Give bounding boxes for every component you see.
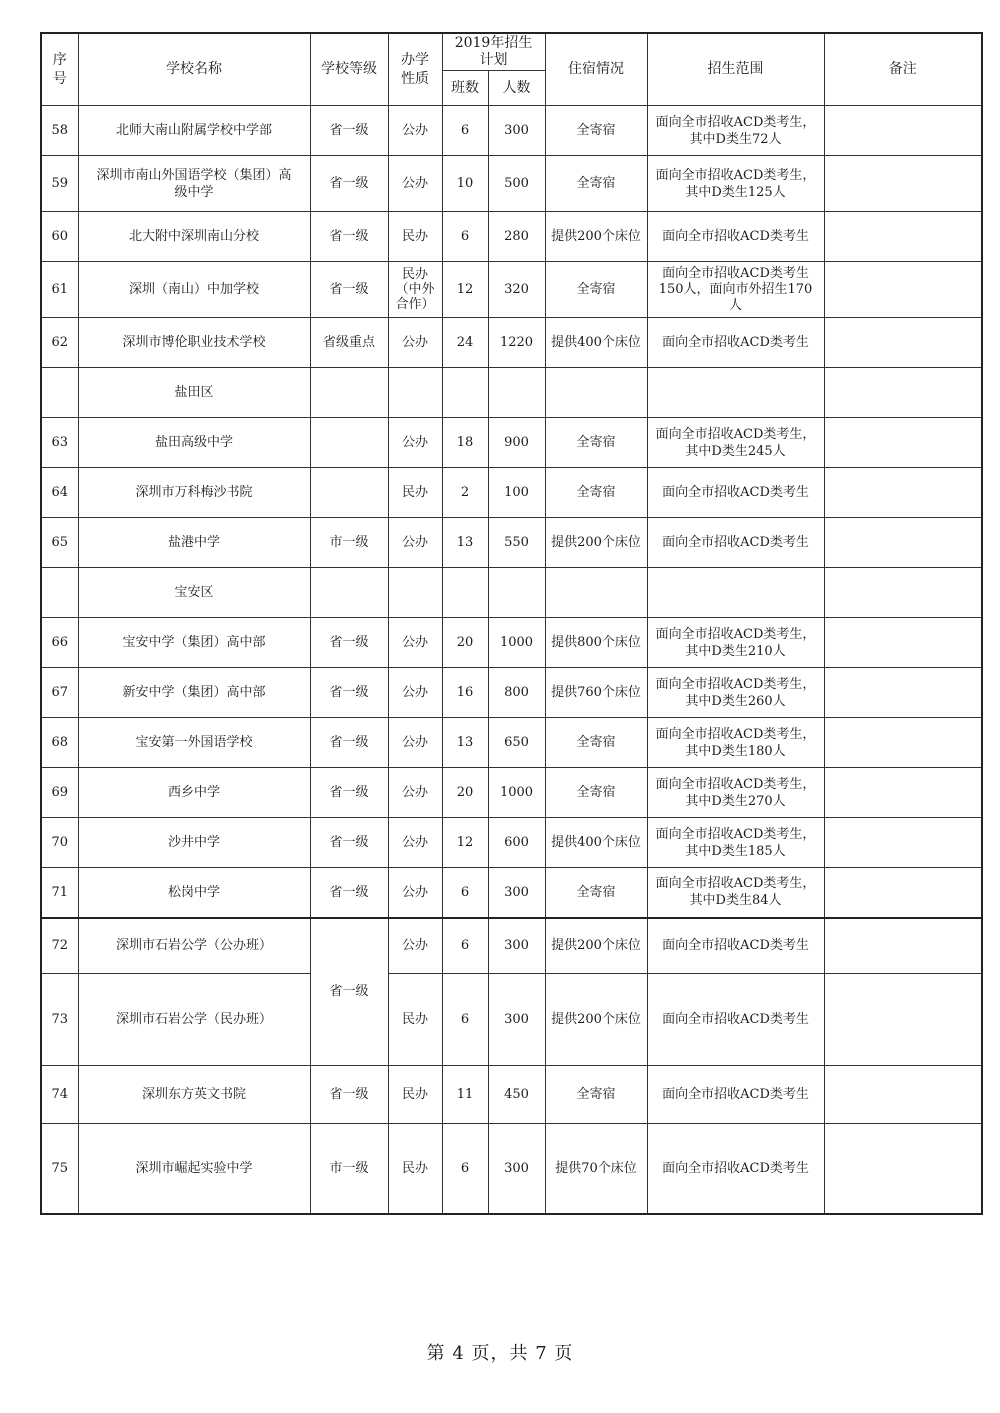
table-row [41, 156, 982, 212]
cell-classes: 6 [442, 1124, 488, 1214]
cell-nature: 公办 [388, 618, 442, 668]
table-row [41, 318, 982, 368]
cell-school-name: 深圳市崛起实验中学 [78, 1124, 310, 1214]
cell-school-name: 西乡中学 [78, 768, 310, 818]
cell-scope: 面向全市招收ACD类考生 [647, 974, 824, 1066]
cell-school-name: 松岗中学 [78, 868, 310, 918]
cell-notes [824, 1066, 982, 1124]
cell-notes [824, 318, 982, 368]
table-row [41, 262, 982, 318]
cell-boarding: 提供400个床位 [545, 318, 647, 368]
table-row [41, 618, 982, 668]
cell-students: 1220 [488, 318, 545, 368]
cell-seq: 75 [41, 1124, 78, 1214]
section-title-baoan: 宝安区 [78, 568, 310, 618]
cell-empty [545, 368, 647, 418]
cell-students: 600 [488, 818, 545, 868]
cell-students: 280 [488, 212, 545, 262]
cell-notes [824, 262, 982, 318]
cell-scope: 面向全市招收ACD类考生 [647, 468, 824, 518]
header-notes: 备注 [824, 33, 982, 106]
cell-nature: 民办 [388, 1124, 442, 1214]
table-row [41, 974, 982, 1066]
cell-empty [647, 368, 824, 418]
table-row [41, 718, 982, 768]
cell-seq: 67 [41, 668, 78, 718]
cell-notes [824, 156, 982, 212]
admission-table-sheet [40, 32, 981, 1215]
header-scope: 招生范围 [647, 33, 824, 106]
cell-grade: 省一级 [310, 212, 388, 262]
cell-students: 300 [488, 106, 545, 156]
cell-classes: 6 [442, 974, 488, 1066]
cell-classes: 10 [442, 156, 488, 212]
cell-grade: 省一级 [310, 156, 388, 212]
cell-school-name: 宝安第一外国语学校 [78, 718, 310, 768]
cell-students: 500 [488, 156, 545, 212]
cell-scope: 面向全市招收ACD类考生 [647, 212, 824, 262]
table-row [41, 918, 982, 974]
cell-grade: 省一级 [310, 618, 388, 668]
cell-boarding: 全寄宿 [545, 718, 647, 768]
cell-scope: 面向全市招收ACD类考生， 其中D类生245人 [647, 418, 824, 468]
cell-students: 900 [488, 418, 545, 468]
cell-empty [388, 568, 442, 618]
cell-scope: 面向全市招收ACD类考生 [647, 1124, 824, 1214]
cell-classes: 13 [442, 518, 488, 568]
section-title-yantian: 盐田区 [78, 368, 310, 418]
cell-nature: 公办 [388, 106, 442, 156]
cell-students: 450 [488, 1066, 545, 1124]
cell-empty [41, 568, 78, 618]
table-row [41, 1124, 982, 1214]
cell-classes: 6 [442, 212, 488, 262]
cell-empty [488, 368, 545, 418]
cell-nature: 公办 [388, 868, 442, 918]
cell-classes: 11 [442, 1066, 488, 1124]
cell-boarding: 提供760个床位 [545, 668, 647, 718]
cell-school-name: 盐田高级中学 [78, 418, 310, 468]
cell-seq: 60 [41, 212, 78, 262]
cell-school-name: 新安中学（集团）高中部 [78, 668, 310, 718]
cell-nature: 公办 [388, 918, 442, 974]
cell-grade [310, 418, 388, 468]
cell-grade: 省一级 [310, 818, 388, 868]
section-row-baoan [41, 568, 982, 618]
cell-seq: 61 [41, 262, 78, 318]
table-row [41, 1066, 982, 1124]
cell-school-name: 深圳市博伦职业技术学校 [78, 318, 310, 368]
cell-scope: 面向全市招收ACD类考生 [647, 318, 824, 368]
header-seq: 序 号 [41, 33, 78, 106]
cell-scope: 面向全市招收ACD类考生， 其中D类生270人 [647, 768, 824, 818]
cell-empty [824, 368, 982, 418]
table-row [41, 468, 982, 518]
cell-seq: 64 [41, 468, 78, 518]
cell-grade: 省一级 [310, 1066, 388, 1124]
cell-nature: 民办 （中外 合作） [388, 262, 442, 318]
cell-seq: 59 [41, 156, 78, 212]
table-row [41, 768, 982, 818]
cell-seq: 58 [41, 106, 78, 156]
cell-notes [824, 974, 982, 1066]
cell-nature: 公办 [388, 518, 442, 568]
cell-nature: 民办 [388, 974, 442, 1066]
cell-empty [442, 568, 488, 618]
cell-notes [824, 468, 982, 518]
cell-seq: 74 [41, 1066, 78, 1124]
cell-students: 300 [488, 868, 545, 918]
cell-seq: 73 [41, 974, 78, 1066]
cell-boarding: 提供200个床位 [545, 518, 647, 568]
header-school-grade: 学校等级 [310, 33, 388, 106]
cell-students: 300 [488, 974, 545, 1066]
cell-boarding: 提供800个床位 [545, 618, 647, 668]
cell-boarding: 提供200个床位 [545, 974, 647, 1066]
cell-scope: 面向全市招收ACD类考生， 其中D类生185人 [647, 818, 824, 868]
cell-boarding: 提供200个床位 [545, 212, 647, 262]
cell-empty [647, 568, 824, 618]
cell-classes: 12 [442, 262, 488, 318]
cell-students: 300 [488, 1124, 545, 1214]
cell-students: 550 [488, 518, 545, 568]
cell-seq: 71 [41, 868, 78, 918]
cell-nature: 民办 [388, 468, 442, 518]
cell-classes: 20 [442, 768, 488, 818]
cell-seq: 72 [41, 918, 78, 974]
cell-grade: 省一级 [310, 718, 388, 768]
header-classes: 班数 [442, 71, 488, 106]
cell-scope: 面向全市招收ACD类考生 150人，面向市外招生170 人 [647, 262, 824, 318]
cell-seq: 62 [41, 318, 78, 368]
cell-nature: 民办 [388, 212, 442, 262]
cell-boarding: 全寄宿 [545, 418, 647, 468]
cell-nature: 公办 [388, 418, 442, 468]
cell-boarding: 全寄宿 [545, 468, 647, 518]
cell-students: 300 [488, 918, 545, 974]
cell-nature: 民办 [388, 1066, 442, 1124]
cell-school-name: 北大附中深圳南山分校 [78, 212, 310, 262]
cell-seq: 63 [41, 418, 78, 468]
cell-scope: 面向全市招收ACD类考生， 其中D类生72人 [647, 106, 824, 156]
cell-school-name: 北师大南山附属学校中学部 [78, 106, 310, 156]
cell-classes: 6 [442, 106, 488, 156]
cell-scope: 面向全市招收ACD类考生， 其中D类生125人 [647, 156, 824, 212]
page-number: 第 4 页，共 7 页 [426, 1343, 574, 1364]
cell-students: 100 [488, 468, 545, 518]
cell-empty [310, 568, 388, 618]
cell-nature: 公办 [388, 156, 442, 212]
cell-school-name: 深圳（南山）中加学校 [78, 262, 310, 318]
cell-grade: 市一级 [310, 518, 388, 568]
cell-nature: 公办 [388, 718, 442, 768]
cell-school-name: 深圳市石岩公学（民办班） [78, 974, 310, 1066]
cell-empty [545, 568, 647, 618]
cell-classes: 18 [442, 418, 488, 468]
cell-school-name: 深圳东方英文书院 [78, 1066, 310, 1124]
cell-grade [310, 468, 388, 518]
cell-seq: 66 [41, 618, 78, 668]
section-row-yantian [41, 368, 982, 418]
table-row [41, 518, 982, 568]
cell-notes [824, 818, 982, 868]
table-row [41, 818, 982, 868]
cell-boarding: 全寄宿 [545, 1066, 647, 1124]
table-header-row [41, 33, 982, 71]
cell-school-name: 沙井中学 [78, 818, 310, 868]
cell-classes: 24 [442, 318, 488, 368]
cell-seq: 68 [41, 718, 78, 768]
cell-empty [488, 568, 545, 618]
cell-scope: 面向全市招收ACD类考生 [647, 918, 824, 974]
cell-notes [824, 768, 982, 818]
cell-notes [824, 868, 982, 918]
cell-nature: 公办 [388, 768, 442, 818]
cell-classes: 6 [442, 868, 488, 918]
cell-grade: 省一级 [310, 868, 388, 918]
cell-nature: 公办 [388, 818, 442, 868]
cell-students: 650 [488, 718, 545, 768]
cell-notes [824, 106, 982, 156]
cell-notes [824, 418, 982, 468]
cell-notes [824, 518, 982, 568]
cell-students: 800 [488, 668, 545, 718]
cell-grade: 省一级 [310, 668, 388, 718]
cell-empty [442, 368, 488, 418]
cell-classes: 2 [442, 468, 488, 518]
cell-empty [310, 368, 388, 418]
cell-grade: 市一级 [310, 1124, 388, 1214]
cell-students: 1000 [488, 618, 545, 668]
cell-boarding: 全寄宿 [545, 106, 647, 156]
header-school-name: 学校名称 [78, 33, 310, 106]
cell-scope: 面向全市招收ACD类考生 [647, 1066, 824, 1124]
cell-classes: 16 [442, 668, 488, 718]
cell-boarding: 全寄宿 [545, 868, 647, 918]
cell-notes [824, 718, 982, 768]
cell-grade-merged: 省一级 [310, 918, 388, 1066]
table-row [41, 106, 982, 156]
cell-notes [824, 668, 982, 718]
cell-boarding: 全寄宿 [545, 156, 647, 212]
cell-notes [824, 918, 982, 974]
cell-notes [824, 212, 982, 262]
cell-seq: 70 [41, 818, 78, 868]
cell-scope: 面向全市招收ACD类考生， 其中D类生180人 [647, 718, 824, 768]
cell-seq: 65 [41, 518, 78, 568]
cell-empty [388, 368, 442, 418]
cell-boarding: 全寄宿 [545, 262, 647, 318]
cell-notes [824, 1124, 982, 1214]
header-nature: 办学 性质 [388, 33, 442, 106]
cell-grade: 省一级 [310, 768, 388, 818]
cell-boarding: 全寄宿 [545, 768, 647, 818]
cell-scope: 面向全市招收ACD类考生， 其中D类生84人 [647, 868, 824, 918]
table-row [41, 868, 982, 918]
cell-boarding: 提供400个床位 [545, 818, 647, 868]
cell-grade: 省级重点 [310, 318, 388, 368]
table-row [41, 418, 982, 468]
cell-empty [41, 368, 78, 418]
cell-boarding: 提供70个床位 [545, 1124, 647, 1214]
cell-boarding: 提供200个床位 [545, 918, 647, 974]
cell-seq: 69 [41, 768, 78, 818]
cell-school-name: 宝安中学（集团）高中部 [78, 618, 310, 668]
cell-scope: 面向全市招收ACD类考生， 其中D类生210人 [647, 618, 824, 668]
header-students: 人数 [488, 71, 545, 106]
cell-nature: 公办 [388, 318, 442, 368]
cell-school-name: 深圳市万科梅沙书院 [78, 468, 310, 518]
cell-classes: 13 [442, 718, 488, 768]
cell-grade: 省一级 [310, 106, 388, 156]
cell-scope: 面向全市招收ACD类考生， 其中D类生260人 [647, 668, 824, 718]
cell-nature: 公办 [388, 668, 442, 718]
admission-plan-table [40, 32, 983, 1215]
cell-classes: 6 [442, 918, 488, 974]
table-row [41, 212, 982, 262]
cell-classes: 12 [442, 818, 488, 868]
cell-classes: 20 [442, 618, 488, 668]
header-boarding: 住宿情况 [545, 33, 647, 106]
header-plan-2019: 2019年招生 计划 [442, 33, 545, 71]
cell-grade: 省一级 [310, 262, 388, 318]
cell-students: 1000 [488, 768, 545, 818]
cell-empty [824, 568, 982, 618]
cell-students: 320 [488, 262, 545, 318]
cell-school-name: 盐港中学 [78, 518, 310, 568]
cell-school-name: 深圳市石岩公学（公办班） [78, 918, 310, 974]
cell-scope: 面向全市招收ACD类考生 [647, 518, 824, 568]
table-row [41, 668, 982, 718]
cell-notes [824, 618, 982, 668]
cell-school-name: 深圳市南山外国语学校（集团）高 级中学 [78, 156, 310, 212]
